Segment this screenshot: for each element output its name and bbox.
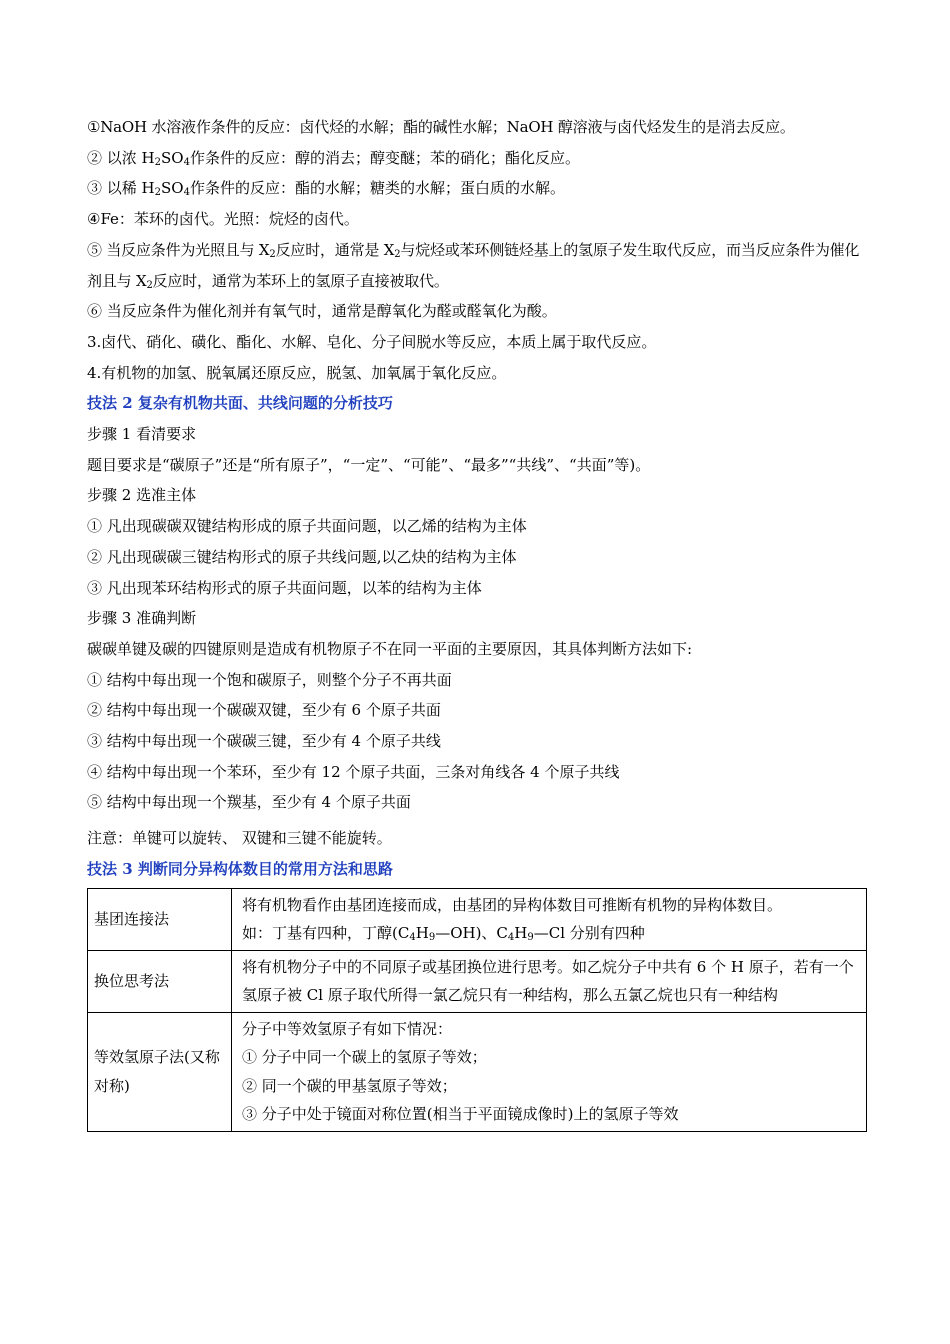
point-3: 3.卤代、硝化、磺化、酯化、水解、皂化、分子间脱水等反应，本质上属于取代反应。 [87, 332, 657, 351]
list-item: ③ 结构中每出现一个碳碳三键，至少有 4 个原子共线 [87, 732, 441, 751]
note: 注意：单键可以旋转、 双键和三键不能旋转。 [87, 829, 392, 848]
list-item: ③ 凡出现苯环结构形式的原子共面问题，以苯的结构为主体 [87, 578, 482, 597]
method-label: 等效氢原子法(又称对称) [88, 1012, 232, 1131]
rule-dilute-h2so4: ③ 以稀 $H_2SO_4$作条件的反应：酯的水解；糖类的水解；蛋白质的水解。 [87, 179, 565, 199]
table-row [88, 950, 867, 1012]
rule-naoh: ①NaOH 水溶液作条件的反应：卤代烃的水解；酯的碱性水解；NaOH 醇溶液与卤代烃发生的是消去反应。 [87, 118, 795, 136]
heading-technique-3: 技法 3 判断同分异构体数目的常用方法和思路 [87, 859, 393, 878]
list-item: ⑤ 结构中每出现一个羰基，至少有 4 个原子共面 [87, 793, 411, 812]
table-row [88, 888, 867, 950]
table-row [88, 1012, 867, 1131]
list-item: ② 结构中每出现一个碳碳双键，至少有 6 个原子共面 [87, 701, 441, 720]
method-description: 将有机物看作由基团连接而成，由基团的异构体数目可推断有机物的异构体数目。 如：丁基有四种，丁醇$(C_4H_9—OH)$、$C_4H_9—Cl$ 分别有四种 [232, 888, 867, 950]
point-4: 4.有机物的加氢、脱氧属还原反应，脱氢、加氧属于氧化反应。 [87, 363, 507, 382]
rule-fe-light: ④Fe：苯环的卤代。光照：烷烃的卤代。 [87, 210, 359, 229]
step-3-title: 步骤 3 准确判断 [87, 609, 197, 628]
heading-technique-2: 技法 2 复杂有机物共面、共线问题的分析技巧 [87, 394, 393, 413]
method-label: 换位思考法 [88, 950, 232, 1012]
rule-conc-h2so4: ② 以浓 $H_2SO_4$作条件的反应：醇的消去；醇变醚；苯的硝化；酯化反应。 [87, 148, 580, 168]
rule-oxidation: ⑥ 当反应条件为催化剂并有氧气时，通常是醇氧化为醛或醛氧化为酸。 [87, 302, 557, 321]
list-item: ② 凡出现碳碳三键结构形式的原子共线问题,以乙炔的结构为主体 [87, 547, 517, 566]
method-description: 分子中等效氢原子有如下情况： ① 分子中同一个碳上的氢原子等效； ② 同一个碳的甲基氢原子等效； ③ 分子中处于镜面对称位置(相当于平面镜成像时)上的氢原子等效 [232, 1012, 867, 1131]
method-description: 将有机物分子中的不同原子或基团换位进行思考。如乙烷分子中共有 6 个 H 原子，若有一个氢原子被 Cl 原子取代所得一氯乙烷只有一种结构，那么五氯乙烷也只有一种结构 [232, 950, 867, 1012]
method-label: 基团连接法 [88, 888, 232, 950]
step-3-text: 碳碳单键及碳的四键原则是造成有机物原子不在同一平面的主要原因，其具体判断方法如下: [87, 639, 693, 658]
list-item: ① 结构中每出现一个饱和碳原子，则整个分子不再共面 [87, 670, 452, 689]
step-1-text: 题目要求是“碳原子”还是“所有原子”，“一定”、“可能”、“最多”“共线”、“共面”等)。 [87, 455, 651, 474]
step-2-title: 步骤 2 选准主体 [87, 486, 197, 505]
list-item: ① 凡出现碳碳双键结构形成的原子共面问题，以乙烯的结构为主体 [87, 517, 527, 536]
list-item: ④ 结构中每出现一个苯环，至少有 12 个原子共面，三条对角线各 4 个原子共线 [87, 762, 620, 781]
rule-halogen-conditions: ⑤ 当反应条件为光照且与 $X_2$反应时，通常是 $X_2$与烷烃或苯环侧链烃基上的氢原子发生取代反应，而当反应条件为催化剂且与 $X_2$反应时，通常为苯环上的氢原子直接被取代。 [87, 240, 860, 291]
step-1-title: 步骤 1 看清要求 [87, 425, 197, 444]
isomer-methods-table [87, 888, 867, 1132]
document-page [87, 112, 867, 1132]
